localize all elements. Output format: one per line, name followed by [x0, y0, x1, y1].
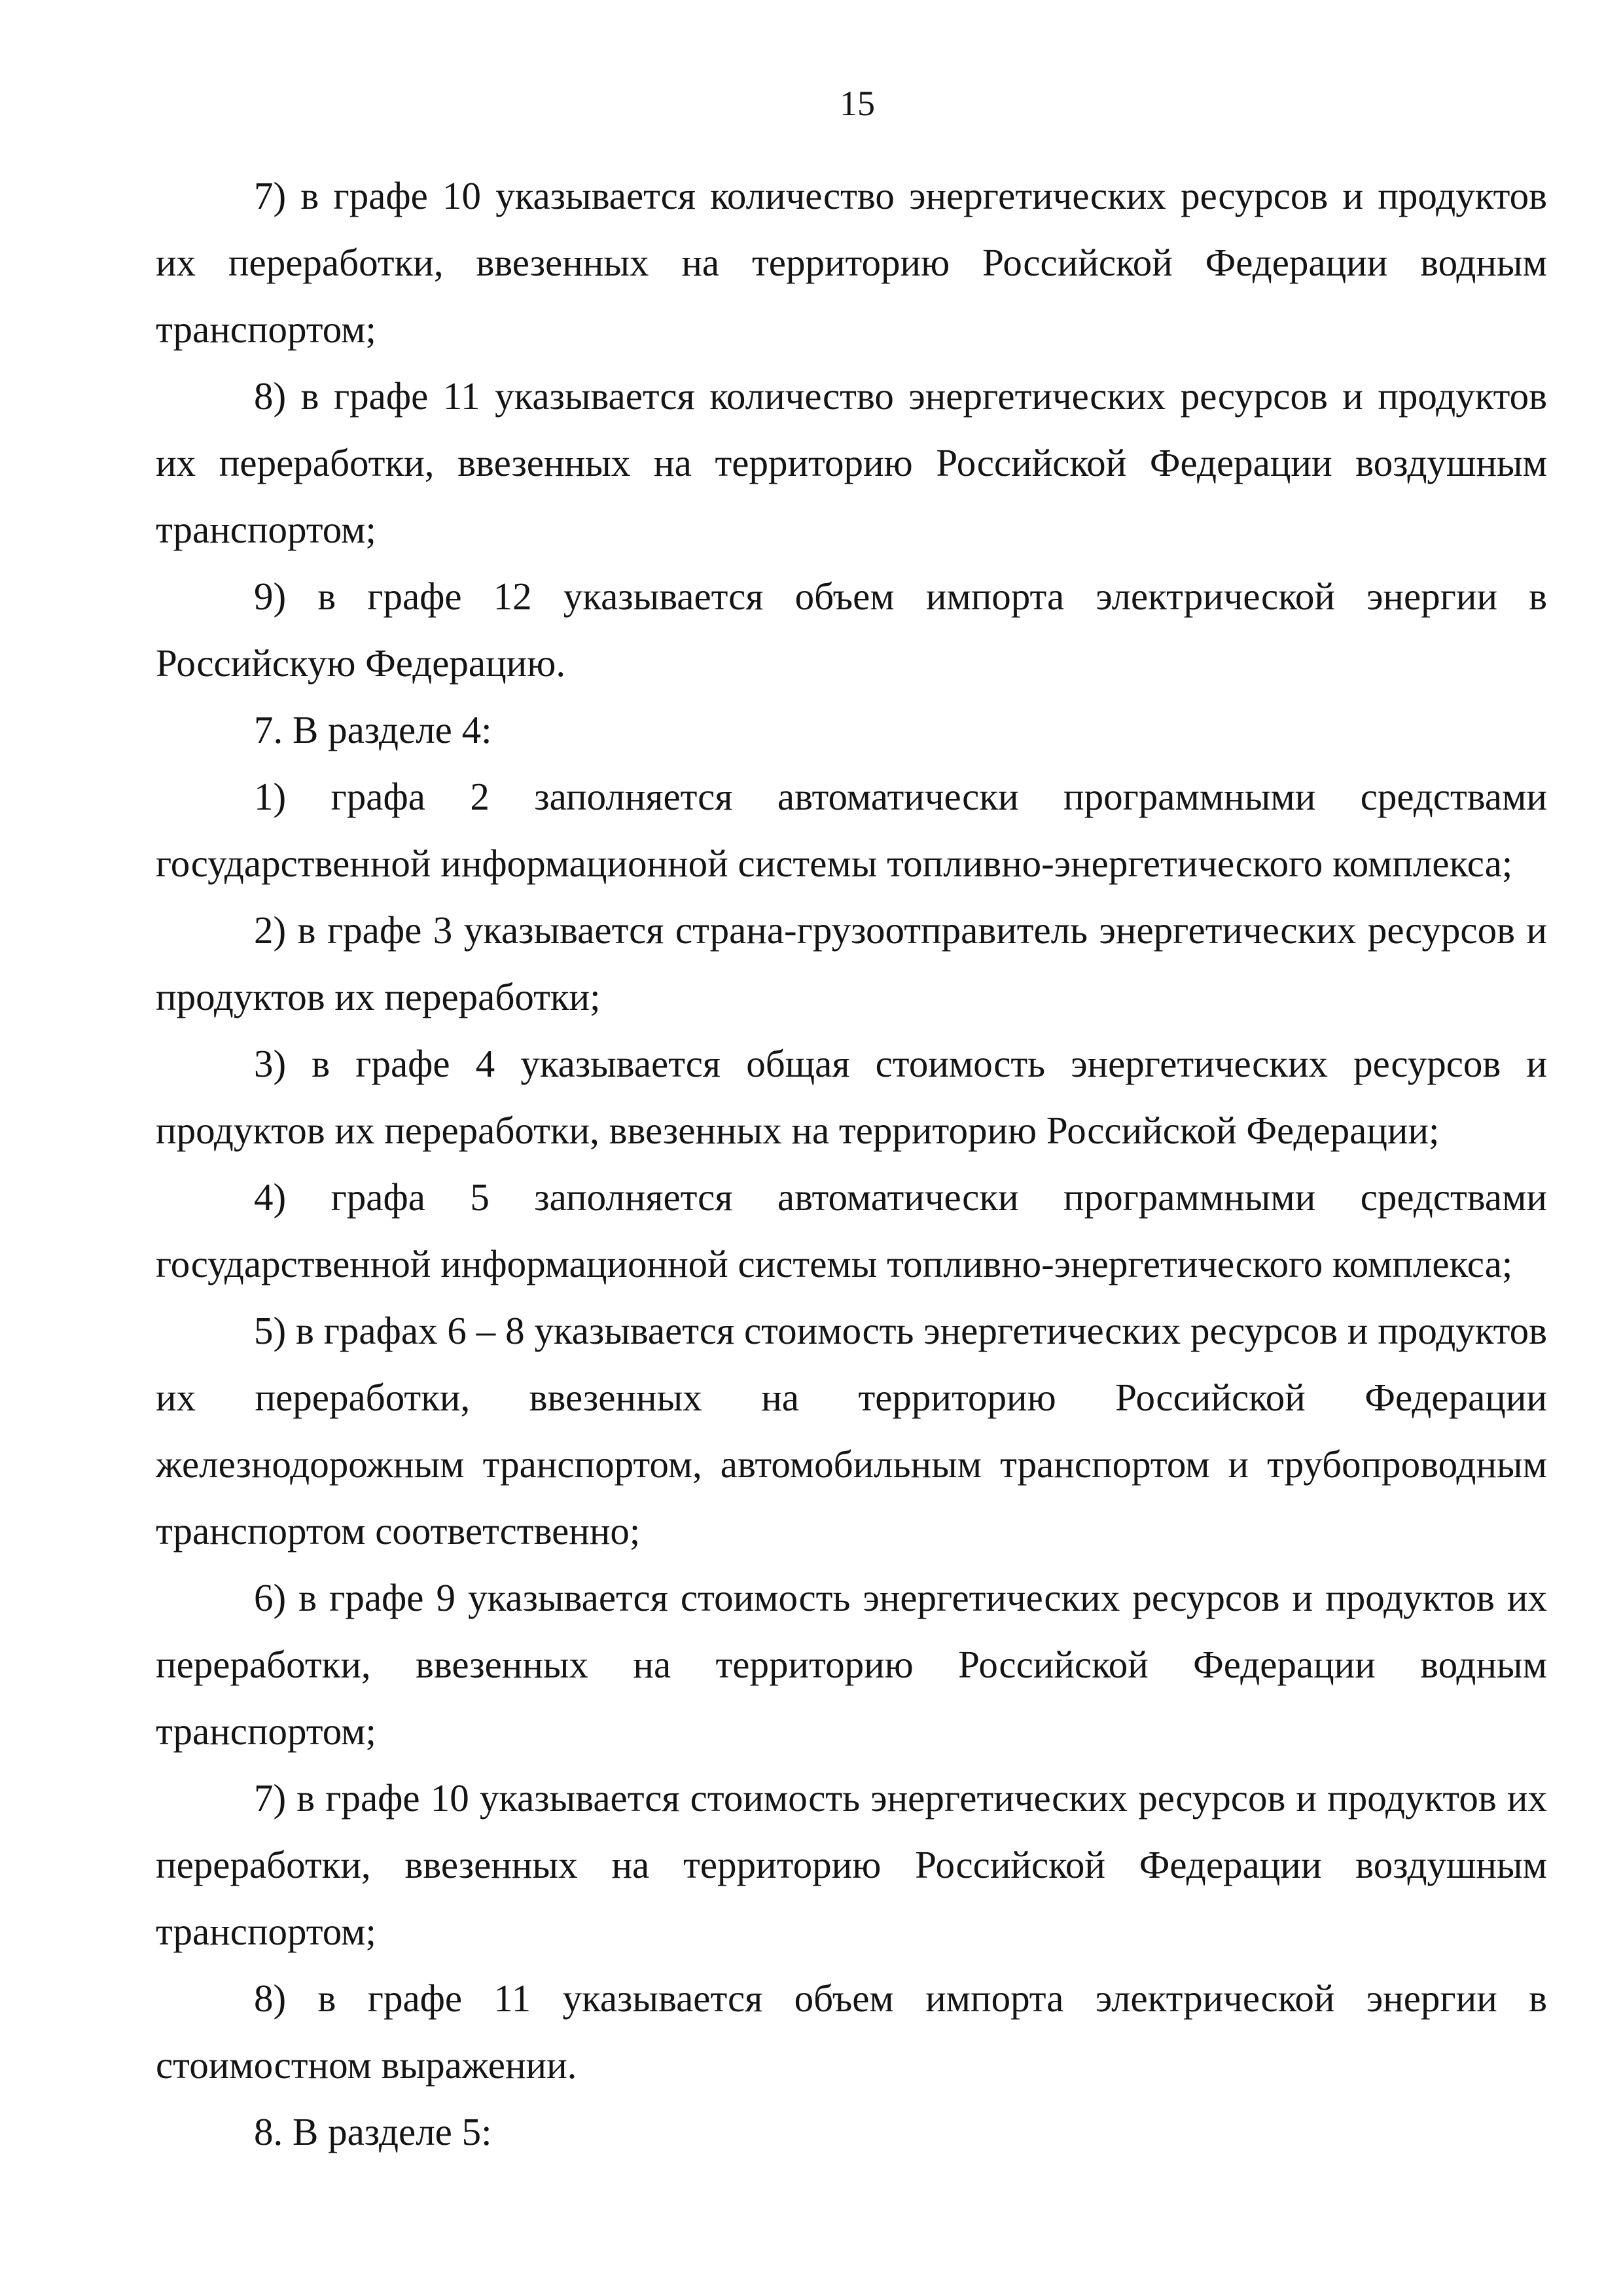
paragraph-item-7-section3: 7) в графе 10 указывается количество энергетических ресурсов и продуктов их переработки, ввезенных на территорию Российской Федерации водным транспортом; — [156, 174, 1547, 351]
paragraph-item-3-section4: 3) в графе 4 указывается общая стоимость энергетических ресурсов и продуктов их переработки, ввезенных на территорию Российской Федерации; — [156, 1042, 1547, 1152]
paragraph-item-5-section4: 5) в графах 6 – 8 указывается стоимость энергетических ресурсов и продуктов их переработки, ввезенных на территорию Российской Федерации железнодорожным транспортом, автомобильным транспортом и трубопроводным транспортом соответственно; — [156, 1309, 1547, 1552]
document-body — [156, 162, 1547, 2165]
page-number: 15 — [840, 84, 875, 123]
paragraph-item-2-section4: 2) в графе 3 указывается страна-грузоотправитель энергетических ресурсов и продуктов их переработки; — [156, 908, 1547, 1018]
paragraph-item-6-section4: 6) в графе 9 указывается стоимость энергетических ресурсов и продуктов их переработки, ввезенных на территорию Российской Федерации водным транспортом; — [156, 1576, 1547, 1753]
paragraph-item-4-section4: 4) графа 5 заполняется автоматически программными средствами государственной информационной системы топливно-энергетического комплекса; — [156, 1175, 1547, 1285]
section-heading-5: 8. В разделе 5: — [254, 2110, 492, 2153]
paragraph-item-7-section4: 7) в графе 10 указывается стоимость энергетических ресурсов и продуктов их переработки, ввезенных на территорию Российской Федерации воздушным транспортом; — [156, 1776, 1547, 1953]
section-heading-4: 7. В разделе 4: — [254, 708, 492, 751]
paragraph-item-1-section4: 1) графа 2 заполняется автоматически программными средствами государственной информационной системы топливно-энергетического комплекса; — [156, 775, 1547, 885]
paragraph-item-8-section3: 8) в графе 11 указывается количество энергетических ресурсов и продуктов их переработки, ввезенных на территорию Российской Федерации воздушным транспортом; — [156, 374, 1547, 551]
paragraph-item-9-section3: 9) в графе 12 указывается объем импорта электрической энергии в Российскую Федерацию. — [156, 575, 1547, 685]
paragraph-item-8-section4: 8) в графе 11 указывается объем импорта электрической энергии в стоимостном выражении. — [156, 1977, 1547, 2087]
